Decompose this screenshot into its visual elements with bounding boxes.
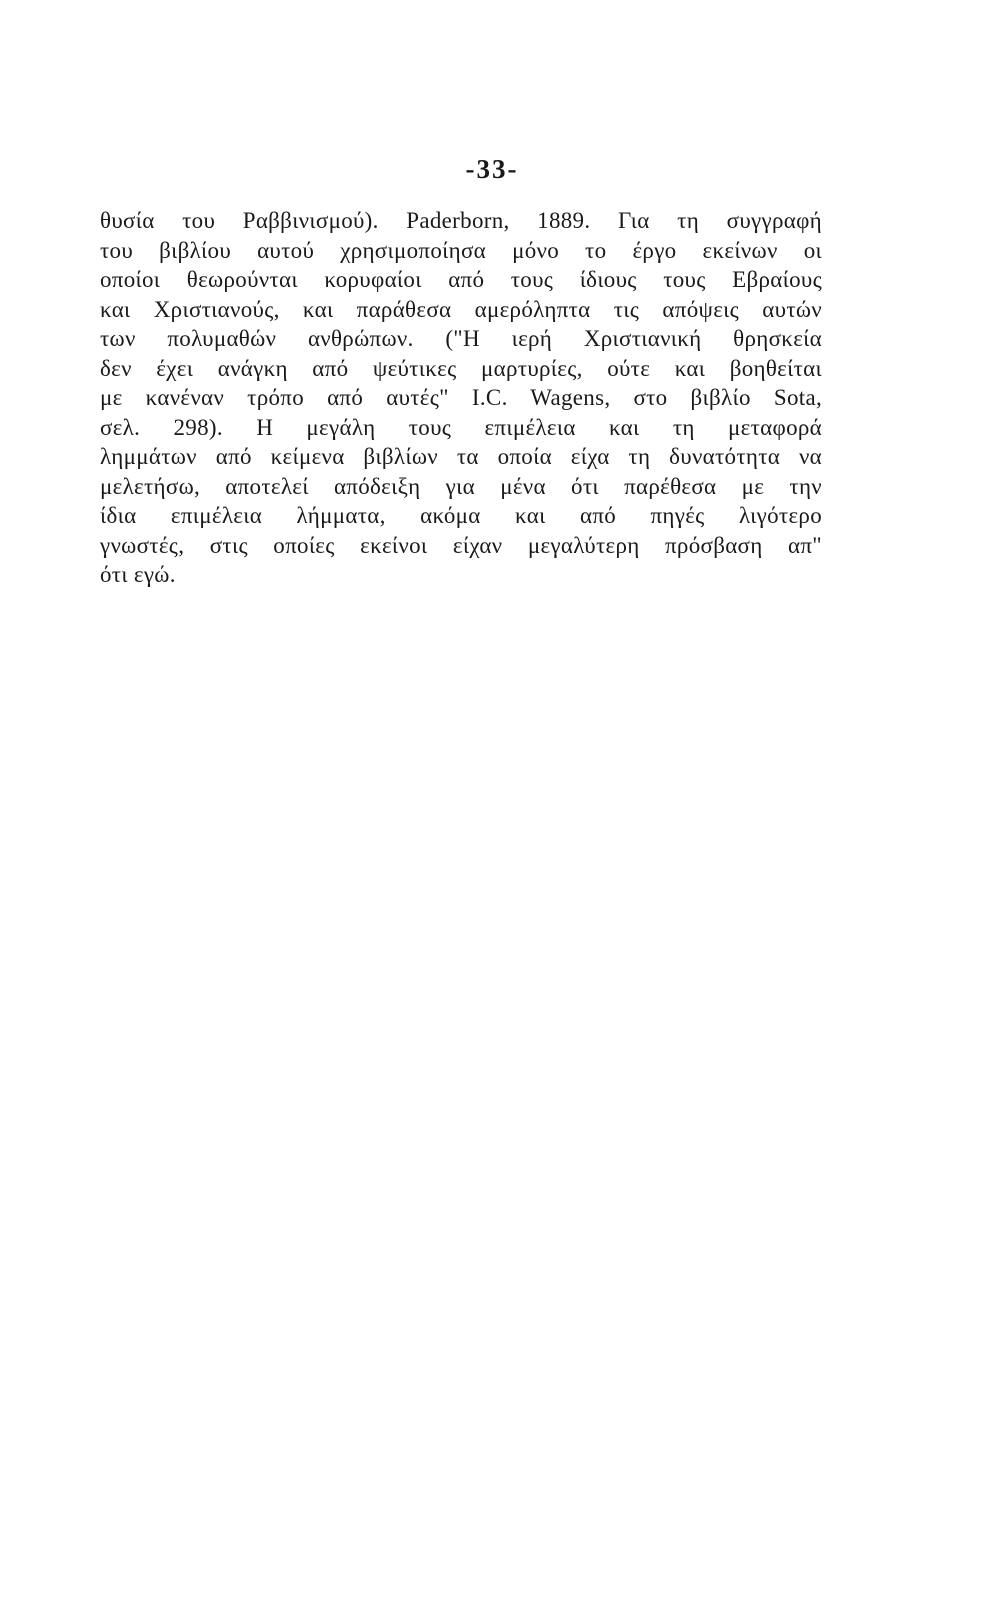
body-paragraph [100,206,822,590]
text-line: ίδια επιμέλεια λήμματα, ακόμα και από πηγές λιγότερο [100,503,822,528]
page-number: -33- [465,154,519,184]
text-line: των πολυμαθών ανθρώπων. ("Η ιερή Χριστιανική θρησκεία [100,326,822,351]
text-line: θυσία του Ραββινισμού). Paderborn, 1889. Για τη συγγραφή [100,208,822,233]
text-line: με κανέναν τρόπο από αυτές" I.C. Wagens, στο βιβλίο Sota, [100,385,822,410]
text-line: γνωστές, στις οποίες εκείνοι είχαν μεγαλύτερη πρόσβαση απ" [100,532,822,558]
text-line: οποίοι θεωρούνται κορυφαίοι από τους ίδιους τους Εβραίους [100,267,822,292]
text-line: σελ. 298). Η μεγάλη τους επιμέλεια και τη μεταφορά [100,414,822,440]
text-line: του βιβλίου αυτού χρησιμοποίησα μόνο το έργο εκείνων οι [100,237,822,263]
text-line: ότι εγώ. [100,562,176,587]
text-line: και Χριστιανούς, και παράθεσα αμερόληπτα τις απόψεις αυτών [100,296,822,322]
text-line: δεν έχει ανάγκη από ψεύτικες μαρτυρίες, ούτε και βοηθείται [100,355,822,381]
text-line: λημμάτων από κείμενα βιβλίων τα οποία είχα τη δυνατότητα να [100,444,822,469]
text-line: μελετήσω, αποτελεί απόδειξη για μένα ότι παρέθεσα με την [100,473,822,499]
